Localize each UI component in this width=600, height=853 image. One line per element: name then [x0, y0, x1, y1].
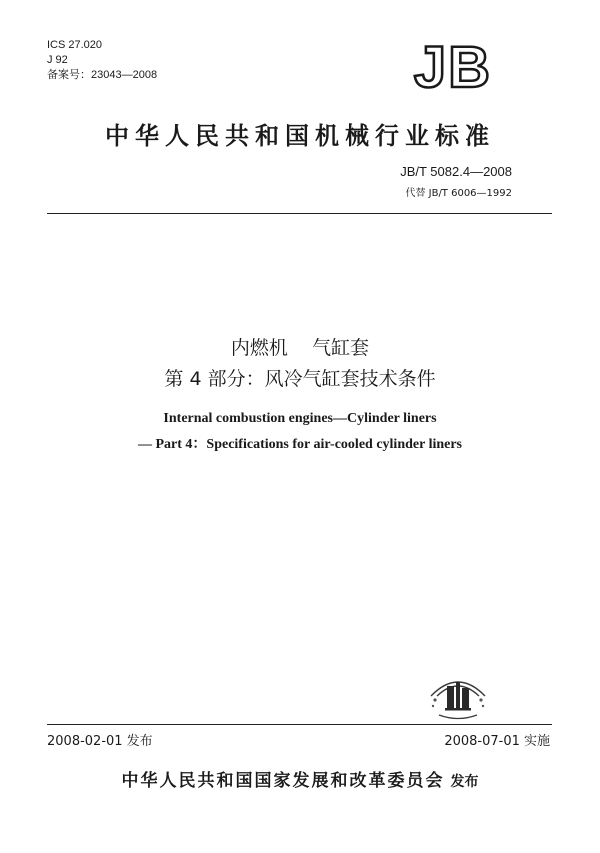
english-title-line1: Internal combustion engines—Cylinder liners: [163, 411, 437, 426]
implementation-date: 2008-07-01 实施: [444, 734, 550, 749]
document-title-line2: 第 4 部分：风冷气缸套技术条件: [164, 368, 436, 390]
ics-code: ICS 27.020: [47, 39, 103, 51]
top-divider: [47, 213, 552, 214]
replaces-standard: 代替 JB/T 6006—1992: [405, 188, 512, 199]
standard-category-title: 中华人民共和国机械行业标准: [105, 122, 495, 150]
jb-logo: [398, 41, 508, 91]
issue-date: 2008-02-01 发布: [47, 734, 153, 749]
jb-logo-text: JB: [413, 41, 493, 91]
english-title-line2: — Part 4：Specifications for air-cooled cylinder liners: [137, 437, 463, 452]
record-number: 备案号：23043—2008: [47, 69, 158, 81]
issuer-name: 中华人民共和国国家发展和改革委员会: [121, 771, 445, 791]
issuer-suffix: 发布: [450, 774, 479, 790]
publisher-seal-icon: [423, 666, 493, 722]
document-title-line1: 内燃机 气缸套: [230, 337, 370, 359]
standard-code: JB/T 5082.4—2008: [400, 164, 512, 179]
category-code: J 92: [47, 54, 68, 66]
issuer: [0, 766, 600, 791]
classification-block: [47, 38, 157, 83]
bottom-divider: [47, 724, 552, 725]
